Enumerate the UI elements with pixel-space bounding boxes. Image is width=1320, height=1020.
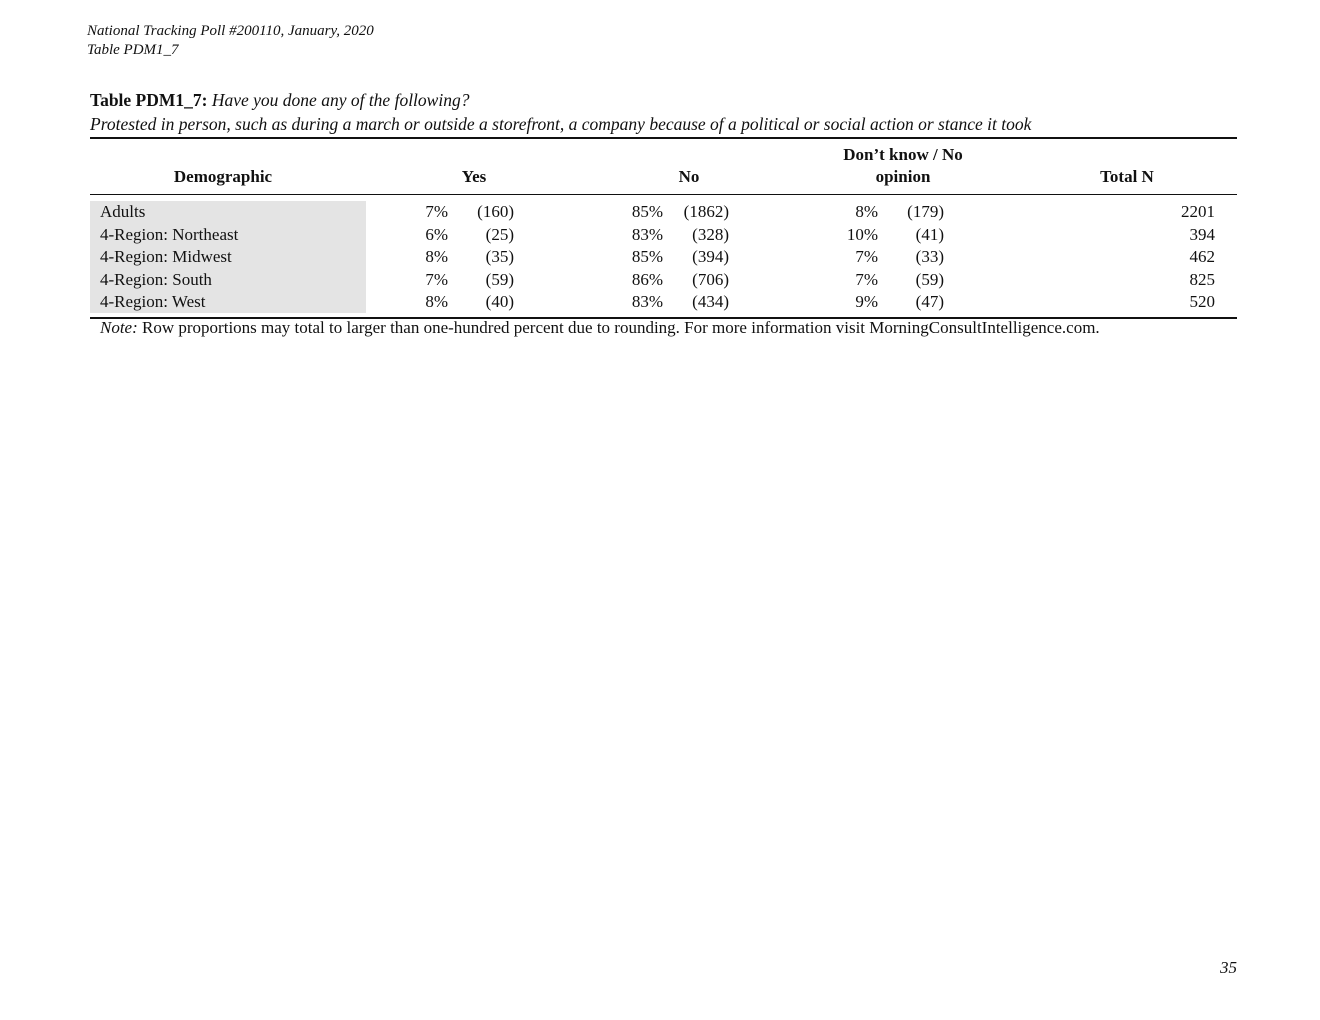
dont-know-percent-cell: 8% xyxy=(855,202,878,221)
no-percent-cell: 86% xyxy=(631,269,663,289)
caption-subtitle: Protested in person, such as during a march or outside a storefront, a company because of a political or social action or stance it took xyxy=(90,114,1032,134)
table-note xyxy=(100,317,1100,339)
page-number: 35 xyxy=(1220,958,1237,977)
row-label: 4-Region: Midwest xyxy=(100,247,232,266)
table-id: Table PDM1_7 xyxy=(87,42,179,58)
dont-know-count-cell: (41) xyxy=(915,224,944,244)
poll-title: National Tracking Poll #200110, January, 2020 xyxy=(87,23,374,39)
row-label: 4-Region: Northeast xyxy=(100,224,239,244)
header-total-n: Total N xyxy=(1100,167,1154,186)
yes-count-cell: (59) xyxy=(485,269,514,289)
header-demographic: Demographic xyxy=(173,167,273,186)
table-header xyxy=(90,139,1237,194)
results-table xyxy=(90,137,1237,319)
header-yes: Yes xyxy=(461,167,487,186)
yes-percent-cell: 7% xyxy=(425,202,448,221)
table-row xyxy=(90,269,1237,292)
caption-question: Have you done any of the following? xyxy=(211,90,470,110)
dont-know-count-cell: (59) xyxy=(915,269,944,289)
yes-percent-cell: 7% xyxy=(425,269,448,289)
caption-label: Table PDM1_7: xyxy=(90,90,208,110)
table-row xyxy=(90,224,1237,247)
table-row xyxy=(90,291,1237,314)
running-header xyxy=(87,22,374,60)
dont-know-percent-cell: 7% xyxy=(855,247,878,266)
table-row xyxy=(90,201,1237,224)
total-n-cell: 394 xyxy=(1189,224,1215,244)
dont-know-percent-cell: 10% xyxy=(846,224,878,244)
total-n-cell: 825 xyxy=(1189,269,1215,289)
row-label: Adults xyxy=(100,202,146,221)
no-count-cell: (434) xyxy=(692,292,729,311)
no-count-cell: (706) xyxy=(692,269,729,289)
yes-percent-cell: 6% xyxy=(425,224,448,244)
yes-count-cell: (25) xyxy=(485,224,514,244)
total-n-cell: 520 xyxy=(1189,292,1215,311)
row-label: 4-Region: South xyxy=(100,269,212,289)
dont-know-count-cell: (179) xyxy=(907,202,944,221)
no-percent-cell: 85% xyxy=(631,202,663,221)
yes-percent-cell: 8% xyxy=(425,292,448,311)
no-count-cell: (328) xyxy=(692,224,729,244)
no-percent-cell: 83% xyxy=(631,292,663,311)
note-text: Row proportions may total to larger than one-hundred percent due to rounding. For more information visit MorningConsultIntelligence.com. xyxy=(142,318,1100,337)
dont-know-percent-cell: 7% xyxy=(855,269,878,289)
table-caption xyxy=(90,88,1237,136)
yes-percent-cell: 8% xyxy=(425,247,448,266)
header-dont-know: Don’t know / No xyxy=(843,145,963,164)
row-label: 4-Region: West xyxy=(100,292,206,311)
header-opinion: opinion xyxy=(875,167,931,186)
no-percent-cell: 85% xyxy=(631,247,663,266)
yes-count-cell: (35) xyxy=(485,247,514,266)
no-percent-cell: 83% xyxy=(631,224,663,244)
yes-count-cell: (160) xyxy=(477,202,514,221)
dont-know-count-cell: (33) xyxy=(915,247,944,266)
no-count-cell: (394) xyxy=(692,247,729,266)
dont-know-count-cell: (47) xyxy=(915,292,944,311)
total-n-cell: 462 xyxy=(1189,247,1215,266)
yes-count-cell: (40) xyxy=(485,292,514,311)
table-row xyxy=(90,246,1237,269)
note-label: Note: xyxy=(100,318,138,337)
header-no: No xyxy=(678,167,700,186)
total-n-cell: 2201 xyxy=(1181,202,1215,221)
no-count-cell: (1862) xyxy=(683,202,729,221)
table-body xyxy=(90,195,1237,317)
dont-know-percent-cell: 9% xyxy=(855,292,878,311)
